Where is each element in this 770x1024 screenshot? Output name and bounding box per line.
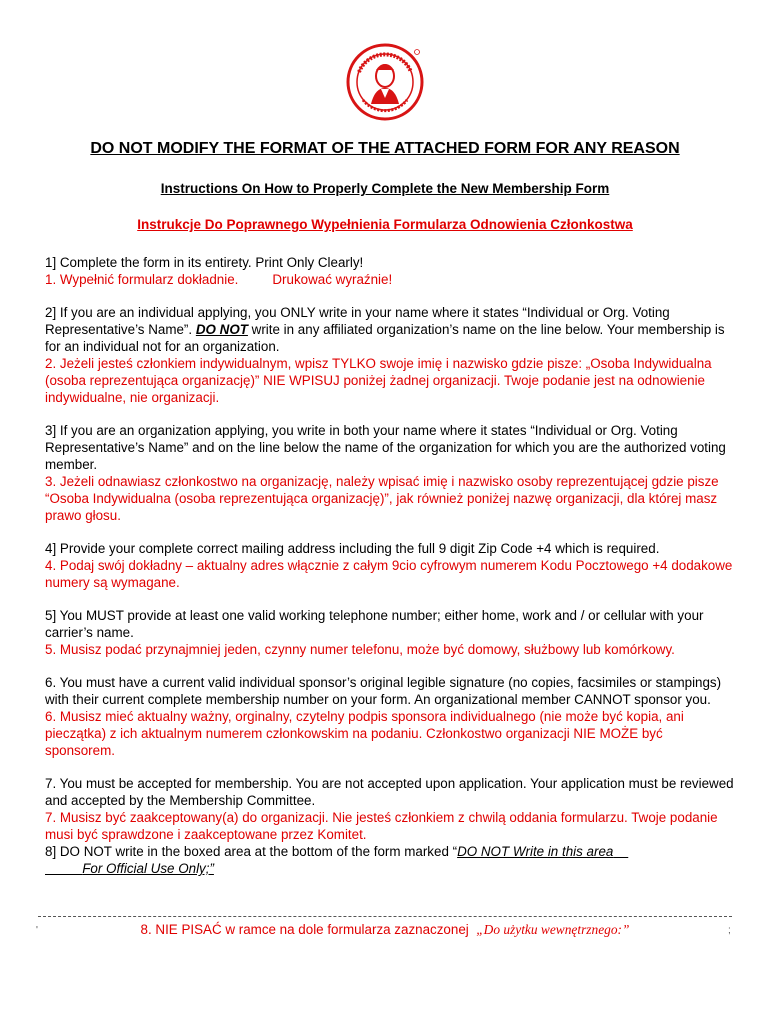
instruction-2-en-part-a: 2] If you are an individual applying, you ONLY write in your name where it states “Individual or Org. Voting Representative’s Name”. <box>45 305 670 337</box>
instruction-6-en: 6. You must have a current valid individual sponsor’s original legible signature (no copies, facsimiles or stampings) with their current complete membership number on your form. An organizational member CANNOT sponsor you. <box>45 675 722 707</box>
instruction-1-pl-part-a: 1. Wypełnić formularz dokładnie. <box>45 272 239 287</box>
instruction-2-en-part-b: write in any affiliated organization’s name on the line below. Your membership is for an individual not for an organization. <box>45 322 725 354</box>
right-tick-mark: ; <box>728 925 731 936</box>
official-use-area-label: DO NOT Write in this area <box>457 844 614 859</box>
instruction-8-en-part-a: 8] DO NOT write in the boxed area at the bottom of the form marked “ <box>45 844 458 859</box>
instruction-7-pl: 7. Musisz być zaakceptowany(a) do organizacji. Nie jesteś członkiem z chwilą oddania formularzu. Twoje podanie musi być sprawdzone i zaakceptowane przez Komitet. <box>45 810 718 842</box>
instruction-8-pl-part-a: 8. NIE PISAĆ w ramce na dole formularza zaznaczonej <box>140 922 469 937</box>
left-tick-mark: ' <box>36 925 38 936</box>
instruction-8-pl-part-b: „Do użytku wewnętrznego:” <box>476 922 630 937</box>
instruction-1-pl-part-b: Drukować wyraźnie! <box>272 272 393 287</box>
instruction-7-en: 7. You must be accepted for membership. You are not accepted upon application. Your application must be reviewed and accepted by the Membership Committee. <box>45 776 734 808</box>
instruction-8-en <box>45 843 735 877</box>
instruction-5-pl: 5. Musisz podać przynajmniej jeden, czynny numer telefonu, może być domowy, służbowy lub komórkowy. <box>45 642 675 657</box>
instruction-6-pl: 6. Musisz mieć aktualny ważny, orginalny, czytelny podpis sponsora individualnego (nie może być kopia, ani pieczątka) z ich aktualnym numerem członkowskim na podaniu. Członkostwo organizacji NIE MOŻE być sponsorem. <box>45 709 684 758</box>
instruction-3-pl: 3. Jeżeli odnawiasz członkostwo na organizację, należy wpisać imię i nazwisko osoby reprezentującej gdzie pisze “Osoba Indywidualna (osoba reprezentująca organizację)”, jak również poniżej nazwę organizacji, dla której masz prawo głosu. <box>45 474 719 523</box>
page-title: DO NOT MODIFY THE FORMAT OF THE ATTACHED FORM FOR ANY REASON <box>90 140 680 157</box>
instruction-2-en <box>45 304 735 355</box>
instruction-5-en: 5] You MUST provide at least one valid working telephone number; either home, work and / or cellular with your carrier’s name. <box>45 608 704 640</box>
instruction-1-en: 1] Complete the form in its entirety. Print Only Clearly! <box>45 255 364 270</box>
boxed-area-divider <box>38 916 732 917</box>
official-use-only-label: For Official Use Only;” <box>82 861 214 876</box>
instruction-1-pl <box>45 271 735 288</box>
instruction-4-pl: 4. Podaj swój dokładny – aktualny adres włącznie z całym 9cio cyfrowym numerem Kodu Pocztowego +4 dodakowe numery są wymagane. <box>45 558 733 590</box>
instructions-body <box>45 254 735 877</box>
subtitle-polish: Instrukcje Do Poprawnego Wypełnienia Formularza Odnowienia Członkostwa <box>137 217 633 232</box>
instruction-2-pl: 2. Jeżeli jesteś członkiem indywidualnym, wpisz TYLKO swoje imię i nazwisko gdzie pisze: „Osoba Indywidualna (osoba reprezentująca organizację)” NIE WPISUJ poniżej żadnej organizacji. Twoje podanie jest na odnowienie indywidualne, nie organizacji. <box>45 356 712 405</box>
instruction-8-pl <box>0 922 770 938</box>
do-not-emphasis: DO NOT <box>195 322 248 337</box>
instruction-4-en: 4] Provide your complete correct mailing address including the full 9 digit Zip Code +4 which is required. <box>45 541 660 556</box>
instruction-3-en: 3] If you are an organization applying, you write in both your name where it states “Individual or Org. Voting Representative’s Name” and on the line below the name of the organization for which you are the authorized voting member. <box>45 423 726 472</box>
organization-seal-logo <box>345 42 425 122</box>
subtitle-english: Instructions On How to Properly Complete the New Membership Form <box>160 181 610 196</box>
